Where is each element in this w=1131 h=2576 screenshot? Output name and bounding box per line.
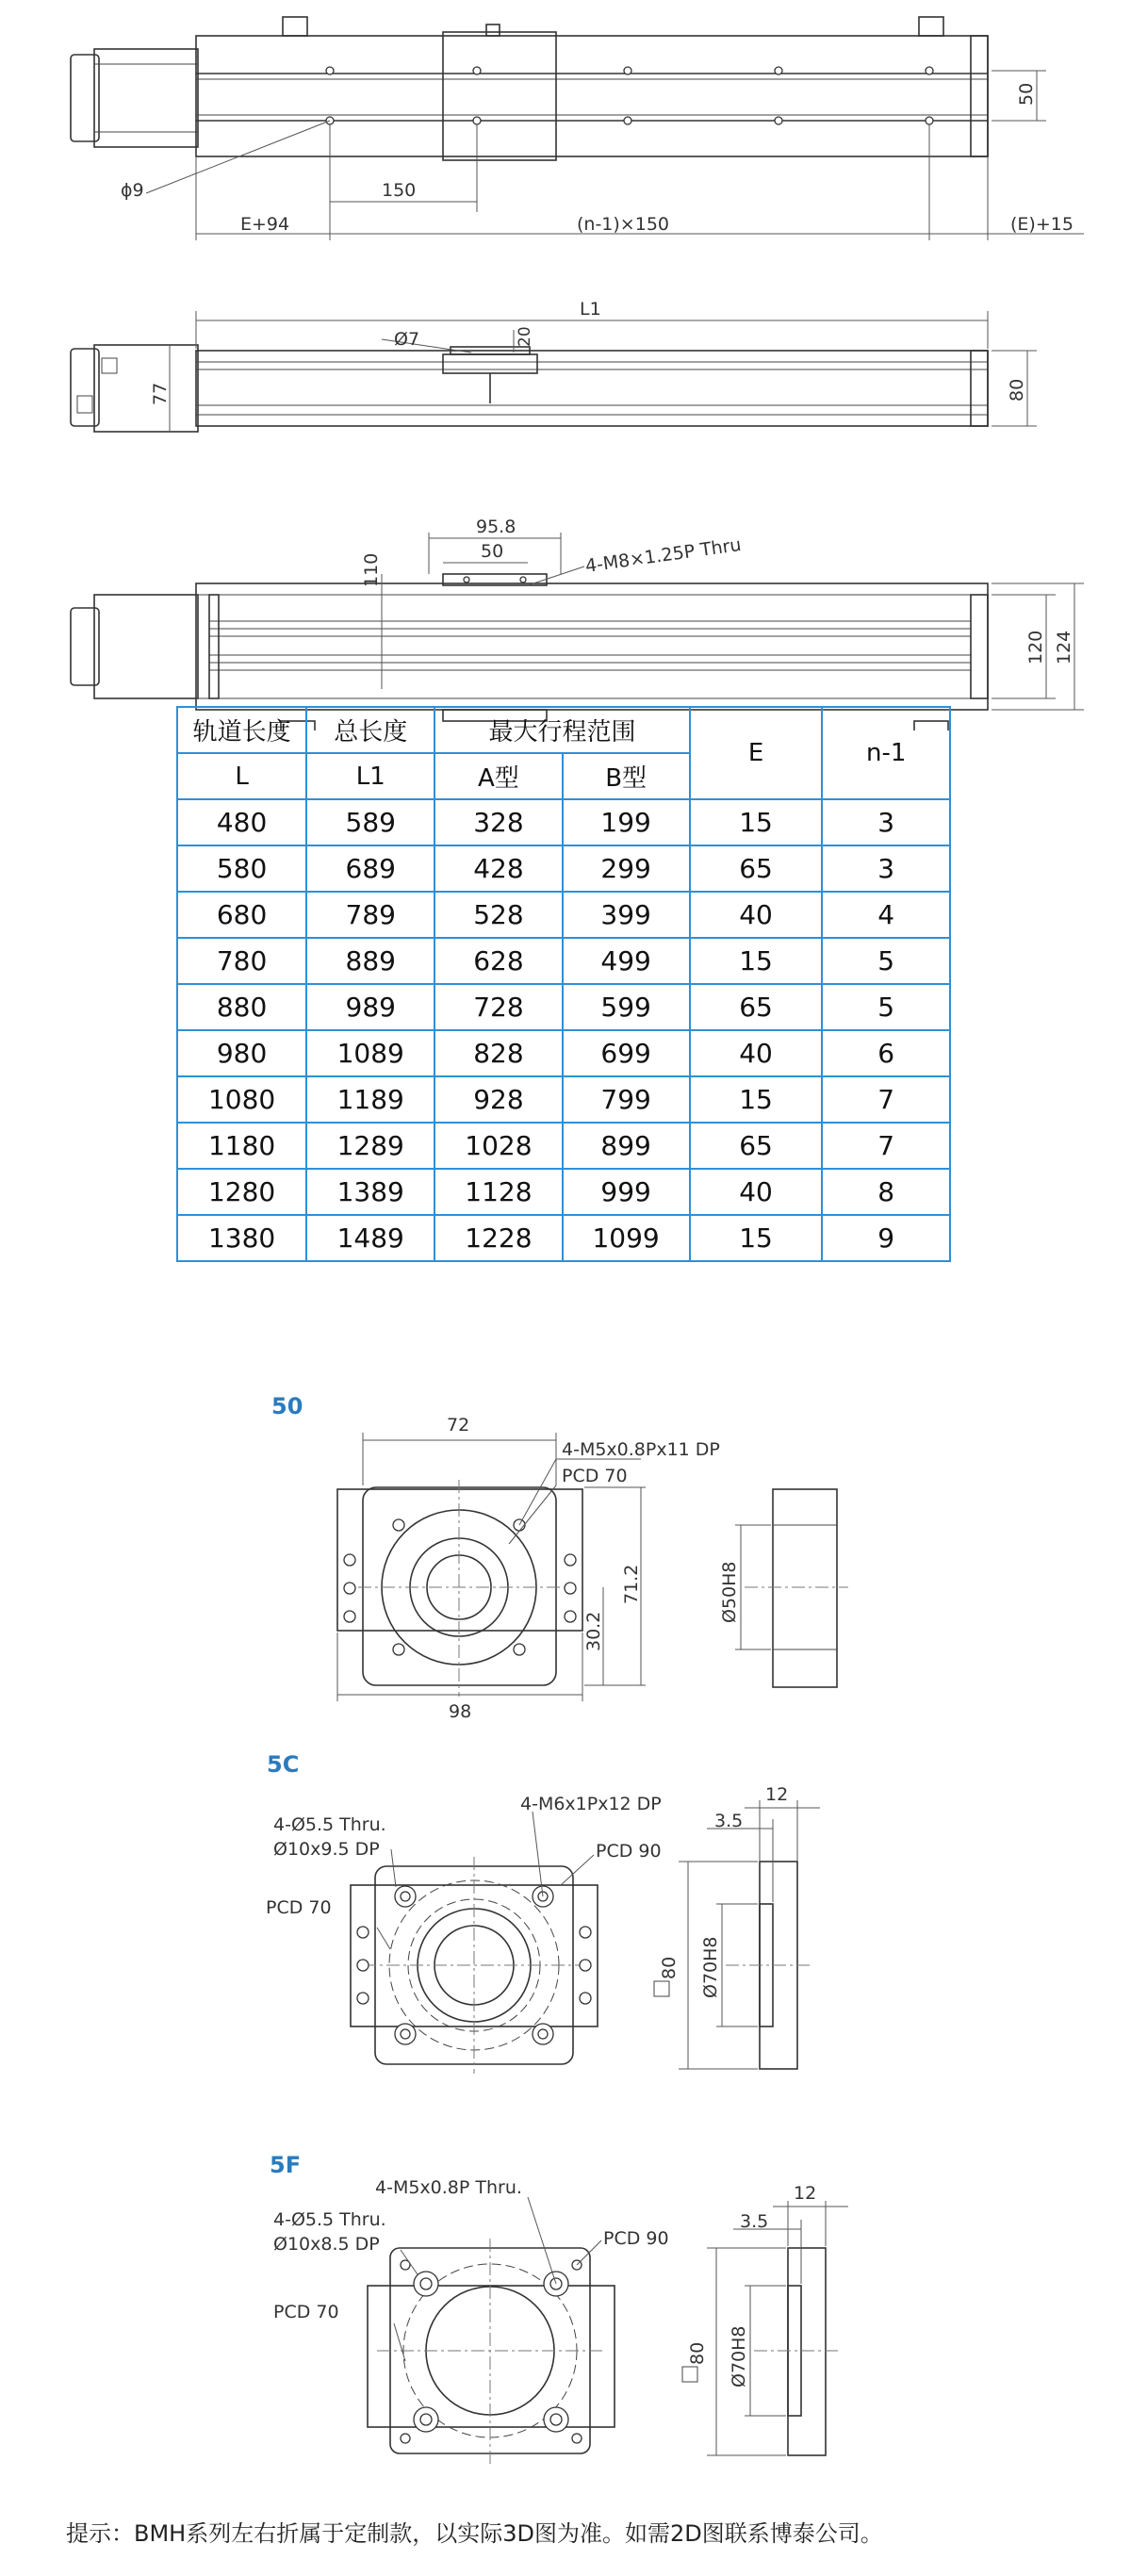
table-cell: 999: [563, 1169, 690, 1215]
table-row: [177, 1030, 950, 1076]
table-cell: 65: [690, 984, 823, 1030]
dim-l1: L1: [580, 299, 601, 320]
table-cell: 599: [563, 984, 690, 1030]
table-cell: 428: [434, 845, 562, 892]
dim-n1x150: (n-1)×150: [577, 214, 669, 235]
table-cell: 699: [563, 1030, 690, 1076]
table-cell: 899: [563, 1123, 690, 1169]
flange-50-dim-98: 98: [449, 1701, 472, 1722]
table-row: [177, 1169, 950, 1215]
flange-5f-drawing: [0, 2144, 1131, 2493]
flange-5c-drawing: [0, 1744, 1131, 2102]
flange-5f-dim-h8: Ø70H8: [729, 2325, 749, 2387]
dim-20: 20: [516, 326, 534, 347]
table-cell: 1389: [306, 1169, 434, 1215]
header-b-type: B型: [563, 753, 690, 799]
table-cell: 5: [822, 938, 950, 984]
table-cell: 928: [434, 1076, 562, 1123]
table-cell: 15: [690, 1215, 823, 1261]
flange-5c-holes: 4-M6x1Px12 DP: [520, 1794, 662, 1814]
flange-50-label: 50: [271, 1393, 303, 1419]
dim-m8-thru: 4-M8×1.25P Thru: [583, 533, 743, 577]
table-cell: 889: [306, 938, 434, 984]
table-cell: 15: [690, 1076, 823, 1123]
table-row: [177, 1076, 950, 1123]
flange-50-dim-72: 72: [447, 1415, 470, 1436]
dim-80-side: 80: [1007, 378, 1027, 402]
flange-5c-dim-3-5: 3.5: [714, 1811, 744, 1831]
footer-note: 提示：BMH系列左右折属于定制款，以实际3D图为准。如需2D图联系博泰公司。: [66, 2520, 883, 2547]
table-cell: 480: [177, 799, 306, 845]
table-cell: 528: [434, 892, 562, 938]
flange-50-dim-71-2: 71.2: [621, 1564, 642, 1604]
table-cell: 3: [822, 845, 950, 892]
dim-e94: E+94: [240, 214, 290, 235]
flange-5f-thru-1: 4-Ø5.5 Thru.: [273, 2209, 386, 2230]
table-row: [177, 984, 950, 1030]
table-row: [177, 1215, 950, 1261]
table-cell: 9: [822, 1215, 950, 1261]
table-cell: 1080: [177, 1076, 306, 1123]
table-cell: 828: [434, 1030, 562, 1076]
dim-150: 150: [382, 180, 417, 201]
dim-50-top: 50: [1016, 82, 1037, 106]
table-header-row: [177, 707, 950, 753]
table-row: [177, 892, 950, 938]
flange-5c-sq80: 80: [659, 1956, 680, 1979]
table-cell: 499: [563, 938, 690, 984]
table-cell: 7: [822, 1123, 950, 1169]
header-total-length: 总长度: [306, 707, 434, 753]
table-cell: 3: [822, 799, 950, 845]
table-cell: 1280: [177, 1169, 306, 1215]
header-l: L: [177, 753, 306, 799]
table-cell: 1189: [306, 1076, 434, 1123]
table-cell: 980: [177, 1030, 306, 1076]
drawing-side-view: [0, 273, 1131, 462]
table-cell: 628: [434, 938, 562, 984]
flange-5c-label: 5C: [267, 1751, 300, 1778]
table-cell: 15: [690, 938, 823, 984]
flange-5c-dim-h8: Ø70H8: [700, 1936, 721, 1998]
table-cell: 580: [177, 845, 306, 892]
flange-50-holes: 4-M5x0.8Px11 DP: [562, 1439, 720, 1460]
dim-77: 77: [150, 382, 171, 405]
dim-phi7: Ø7: [394, 329, 420, 350]
table-cell: 589: [306, 799, 434, 845]
table-cell: 1380: [177, 1215, 306, 1261]
table-cell: 689: [306, 845, 434, 892]
header-a-type: A型: [434, 753, 562, 799]
flange-50-dim-30-2: 30.2: [583, 1611, 604, 1651]
header-track-length: 轨道长度: [177, 707, 306, 753]
table-cell: 299: [563, 845, 690, 892]
table-cell: 65: [690, 1123, 823, 1169]
flange-5f-thru-2: Ø10x8.5 DP: [273, 2234, 380, 2255]
table-cell: 989: [306, 984, 434, 1030]
flange-5f-pcd70: PCD 70: [273, 2302, 339, 2322]
table-cell: 1289: [306, 1123, 434, 1169]
table-cell: 1180: [177, 1123, 306, 1169]
table-row: [177, 938, 950, 984]
table-cell: 40: [690, 1030, 823, 1076]
spec-table: [176, 706, 951, 1262]
table-cell: 4: [822, 892, 950, 938]
flange-5f-holes: 4-M5x0.8P Thru.: [375, 2177, 522, 2198]
table-cell: 40: [690, 892, 823, 938]
flange-5f-pcd90: PCD 90: [603, 2228, 669, 2249]
flange-50-drawing: [0, 1386, 1131, 1734]
table-cell: 8: [822, 1169, 950, 1215]
table-cell: 6: [822, 1030, 950, 1076]
table-cell: 680: [177, 892, 306, 938]
table-cell: 1028: [434, 1123, 562, 1169]
dim-124: 124: [1054, 630, 1074, 665]
header-l1: L1: [306, 753, 434, 799]
flange-5c-pcd70: PCD 70: [266, 1897, 332, 1918]
header-max-stroke: 最大行程范围: [434, 707, 689, 753]
table-cell: 1089: [306, 1030, 434, 1076]
table-cell: 15: [690, 799, 823, 845]
flange-5f-sq80: 80: [687, 2341, 708, 2365]
flange-5f-dim-3-5: 3.5: [740, 2211, 769, 2232]
table-cell: 880: [177, 984, 306, 1030]
dim-phi9: ϕ9: [121, 180, 144, 201]
table-cell: 199: [563, 799, 690, 845]
table-row: [177, 845, 950, 892]
table-cell: 1128: [434, 1169, 562, 1215]
table-cell: 328: [434, 799, 562, 845]
flange-5c-thru-1: 4-Ø5.5 Thru.: [273, 1814, 386, 1835]
table-cell: 789: [306, 892, 434, 938]
table-cell: 780: [177, 938, 306, 984]
header-e: E: [690, 707, 823, 799]
table-cell: 40: [690, 1169, 823, 1215]
dim-e15: (E)+15: [1010, 214, 1074, 235]
dim-110: 110: [361, 552, 382, 587]
table-row: [177, 1123, 950, 1169]
table-cell: 399: [563, 892, 690, 938]
table-cell: 1489: [306, 1215, 434, 1261]
table-cell: 65: [690, 845, 823, 892]
table-cell: 728: [434, 984, 562, 1030]
flange-5c-dim-12: 12: [765, 1784, 789, 1805]
drawing-top-view: [0, 0, 1131, 254]
dim-120: 120: [1025, 630, 1046, 665]
dim-50-front: 50: [481, 541, 504, 562]
table-cell: 1228: [434, 1215, 562, 1261]
flange-50-pcd: PCD 70: [562, 1466, 628, 1486]
table-cell: 5: [822, 984, 950, 1030]
flange-5f-label: 5F: [270, 2152, 302, 2178]
table-cell: 799: [563, 1076, 690, 1123]
flange-5f-dim-12: 12: [794, 2183, 817, 2204]
flange-5c-pcd90: PCD 90: [596, 1841, 662, 1862]
table-cell: 1099: [563, 1215, 690, 1261]
dim-95-8: 95.8: [476, 517, 516, 537]
header-n1: n-1: [822, 707, 950, 799]
table-cell: 7: [822, 1076, 950, 1123]
flange-5c-thru-2: Ø10x9.5 DP: [273, 1839, 380, 1860]
drawing-front-view: [0, 504, 1131, 730]
flange-50-dim-h8: Ø50H8: [719, 1561, 740, 1623]
table-row: [177, 799, 950, 845]
